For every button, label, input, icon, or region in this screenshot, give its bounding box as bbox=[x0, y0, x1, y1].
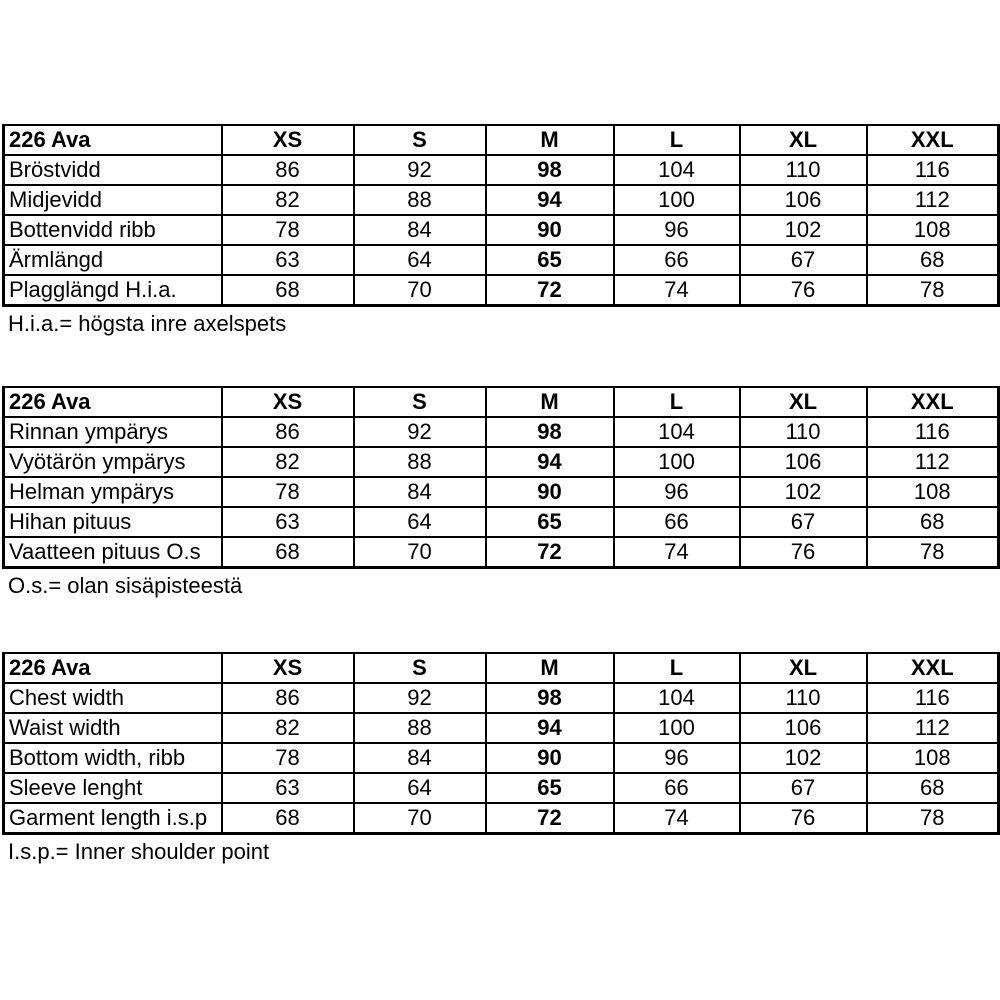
measurement-label: Bottom width, ribb bbox=[4, 743, 222, 773]
measurement-value: 100 bbox=[614, 713, 740, 743]
measurement-value: 92 bbox=[354, 683, 486, 713]
measurement-value: 82 bbox=[222, 447, 354, 477]
measurement-value: 106 bbox=[740, 447, 867, 477]
measurement-value: 65 bbox=[486, 245, 614, 275]
measurement-label: Vyötärön ympärys bbox=[4, 447, 222, 477]
measurement-value: 68 bbox=[222, 275, 354, 306]
measurement-value: 72 bbox=[486, 537, 614, 568]
measurement-value: 70 bbox=[354, 537, 486, 568]
measurement-value: 96 bbox=[614, 743, 740, 773]
table-row bbox=[4, 683, 999, 713]
measurement-value: 102 bbox=[740, 743, 867, 773]
measurement-value: 98 bbox=[486, 155, 614, 185]
measurement-value: 82 bbox=[222, 713, 354, 743]
table-header-row bbox=[4, 387, 999, 417]
measurement-value: 112 bbox=[867, 185, 999, 215]
measurement-value: 68 bbox=[867, 245, 999, 275]
measurement-value: 78 bbox=[867, 803, 999, 834]
measurement-value: 67 bbox=[740, 507, 867, 537]
size-header-xs: XS bbox=[222, 125, 354, 155]
measurement-value: 90 bbox=[486, 215, 614, 245]
size-header-m: M bbox=[486, 387, 614, 417]
measurement-value: 84 bbox=[354, 477, 486, 507]
measurement-value: 84 bbox=[354, 743, 486, 773]
measurement-value: 74 bbox=[614, 537, 740, 568]
measurement-value: 112 bbox=[867, 447, 999, 477]
measurement-label: Sleeve lenght bbox=[4, 773, 222, 803]
measurement-value: 110 bbox=[740, 683, 867, 713]
measurement-label: Midjevidd bbox=[4, 185, 222, 215]
measurement-value: 64 bbox=[354, 773, 486, 803]
measurement-value: 67 bbox=[740, 773, 867, 803]
measurement-value: 94 bbox=[486, 447, 614, 477]
measurement-value: 66 bbox=[614, 245, 740, 275]
measurement-label: Garment length i.s.p bbox=[4, 803, 222, 834]
measurement-value: 64 bbox=[354, 507, 486, 537]
table-row bbox=[4, 215, 999, 245]
table-row bbox=[4, 275, 999, 306]
measurement-value: 110 bbox=[740, 417, 867, 447]
measurement-value: 72 bbox=[486, 275, 614, 306]
size-header-xs: XS bbox=[222, 653, 354, 683]
measurement-value: 64 bbox=[354, 245, 486, 275]
measurement-value: 68 bbox=[867, 507, 999, 537]
measurement-value: 74 bbox=[614, 275, 740, 306]
measurement-value: 98 bbox=[486, 417, 614, 447]
size-header-s: S bbox=[354, 653, 486, 683]
size-table bbox=[2, 652, 1000, 835]
measurement-value: 72 bbox=[486, 803, 614, 834]
table-row bbox=[4, 447, 999, 477]
table-header-row bbox=[4, 653, 999, 683]
size-header-s: S bbox=[354, 387, 486, 417]
size-header-xl: XL bbox=[740, 125, 867, 155]
measurement-label: Plagglängd H.i.a. bbox=[4, 275, 222, 306]
measurement-value: 100 bbox=[614, 447, 740, 477]
measurement-value: 66 bbox=[614, 507, 740, 537]
measurement-value: 74 bbox=[614, 803, 740, 834]
measurement-value: 68 bbox=[222, 803, 354, 834]
measurement-value: 96 bbox=[614, 215, 740, 245]
measurement-value: 88 bbox=[354, 713, 486, 743]
size-table bbox=[2, 386, 1000, 569]
measurement-label: Bröstvidd bbox=[4, 155, 222, 185]
measurement-value: 112 bbox=[867, 713, 999, 743]
measurement-value: 90 bbox=[486, 477, 614, 507]
table-header-row bbox=[4, 125, 999, 155]
measurement-value: 106 bbox=[740, 185, 867, 215]
table-row bbox=[4, 507, 999, 537]
measurement-value: 104 bbox=[614, 417, 740, 447]
size-header-m: M bbox=[486, 653, 614, 683]
table-row bbox=[4, 743, 999, 773]
measurement-value: 104 bbox=[614, 155, 740, 185]
measurement-value: 68 bbox=[222, 537, 354, 568]
measurement-value: 63 bbox=[222, 773, 354, 803]
size-header-xl: XL bbox=[740, 387, 867, 417]
table-row bbox=[4, 245, 999, 275]
measurement-value: 65 bbox=[486, 773, 614, 803]
table-title: 226 Ava bbox=[4, 125, 222, 155]
measurement-value: 94 bbox=[486, 185, 614, 215]
measurement-label: Hihan pituus bbox=[4, 507, 222, 537]
table-row bbox=[4, 803, 999, 834]
measurement-value: 78 bbox=[222, 477, 354, 507]
measurement-label: Waist width bbox=[4, 713, 222, 743]
size-header-xxl: XXL bbox=[867, 387, 999, 417]
table-title: 226 Ava bbox=[4, 387, 222, 417]
abbreviation-note: I.s.p.= Inner shoulder point bbox=[8, 839, 270, 864]
size-chart-english bbox=[2, 652, 998, 865]
table-row bbox=[4, 477, 999, 507]
size-header-xxl: XXL bbox=[867, 653, 999, 683]
measurement-value: 70 bbox=[354, 803, 486, 834]
measurement-label: Rinnan ympärys bbox=[4, 417, 222, 447]
size-chart-swedish bbox=[2, 124, 998, 337]
measurement-value: 67 bbox=[740, 245, 867, 275]
abbreviation-note: H.i.a.= högsta inre axelspets bbox=[8, 311, 287, 336]
measurement-value: 78 bbox=[222, 743, 354, 773]
measurement-value: 102 bbox=[740, 215, 867, 245]
measurement-value: 78 bbox=[222, 215, 354, 245]
size-header-l: L bbox=[614, 125, 740, 155]
measurement-value: 98 bbox=[486, 683, 614, 713]
measurement-value: 88 bbox=[354, 447, 486, 477]
size-header-m: M bbox=[486, 125, 614, 155]
measurement-value: 86 bbox=[222, 155, 354, 185]
measurement-value: 82 bbox=[222, 185, 354, 215]
size-header-s: S bbox=[354, 125, 486, 155]
measurement-value: 68 bbox=[867, 773, 999, 803]
measurement-value: 96 bbox=[614, 477, 740, 507]
measurement-value: 92 bbox=[354, 417, 486, 447]
size-chart-finnish bbox=[2, 386, 998, 599]
measurement-label: Vaatteen pituus O.s bbox=[4, 537, 222, 568]
measurement-value: 70 bbox=[354, 275, 486, 306]
measurement-value: 100 bbox=[614, 185, 740, 215]
measurement-label: Chest width bbox=[4, 683, 222, 713]
measurement-value: 108 bbox=[867, 215, 999, 245]
measurement-label: Bottenvidd ribb bbox=[4, 215, 222, 245]
measurement-value: 104 bbox=[614, 683, 740, 713]
measurement-value: 108 bbox=[867, 477, 999, 507]
measurement-value: 90 bbox=[486, 743, 614, 773]
measurement-value: 65 bbox=[486, 507, 614, 537]
measurement-label: Ärmlängd bbox=[4, 245, 222, 275]
measurement-label: Helman ympärys bbox=[4, 477, 222, 507]
measurement-value: 94 bbox=[486, 713, 614, 743]
size-header-l: L bbox=[614, 653, 740, 683]
table-row bbox=[4, 773, 999, 803]
size-header-xxl: XXL bbox=[867, 125, 999, 155]
measurement-value: 76 bbox=[740, 537, 867, 568]
table-row bbox=[4, 713, 999, 743]
measurement-value: 116 bbox=[867, 417, 999, 447]
table-row bbox=[4, 155, 999, 185]
measurement-value: 63 bbox=[222, 507, 354, 537]
size-header-xl: XL bbox=[740, 653, 867, 683]
measurement-value: 63 bbox=[222, 245, 354, 275]
measurement-value: 86 bbox=[222, 683, 354, 713]
table-row bbox=[4, 417, 999, 447]
measurement-value: 102 bbox=[740, 477, 867, 507]
measurement-value: 76 bbox=[740, 803, 867, 834]
measurement-value: 116 bbox=[867, 683, 999, 713]
measurement-value: 78 bbox=[867, 275, 999, 306]
size-header-xs: XS bbox=[222, 387, 354, 417]
measurement-value: 86 bbox=[222, 417, 354, 447]
measurement-value: 66 bbox=[614, 773, 740, 803]
size-header-l: L bbox=[614, 387, 740, 417]
size-table bbox=[2, 124, 1000, 307]
table-row bbox=[4, 537, 999, 568]
measurement-value: 108 bbox=[867, 743, 999, 773]
measurement-value: 84 bbox=[354, 215, 486, 245]
measurement-value: 116 bbox=[867, 155, 999, 185]
measurement-value: 92 bbox=[354, 155, 486, 185]
measurement-value: 76 bbox=[740, 275, 867, 306]
table-row bbox=[4, 185, 999, 215]
table-title: 226 Ava bbox=[4, 653, 222, 683]
abbreviation-note: O.s.= olan sisäpisteestä bbox=[8, 573, 243, 598]
measurement-value: 106 bbox=[740, 713, 867, 743]
measurement-value: 110 bbox=[740, 155, 867, 185]
measurement-value: 88 bbox=[354, 185, 486, 215]
measurement-value: 78 bbox=[867, 537, 999, 568]
